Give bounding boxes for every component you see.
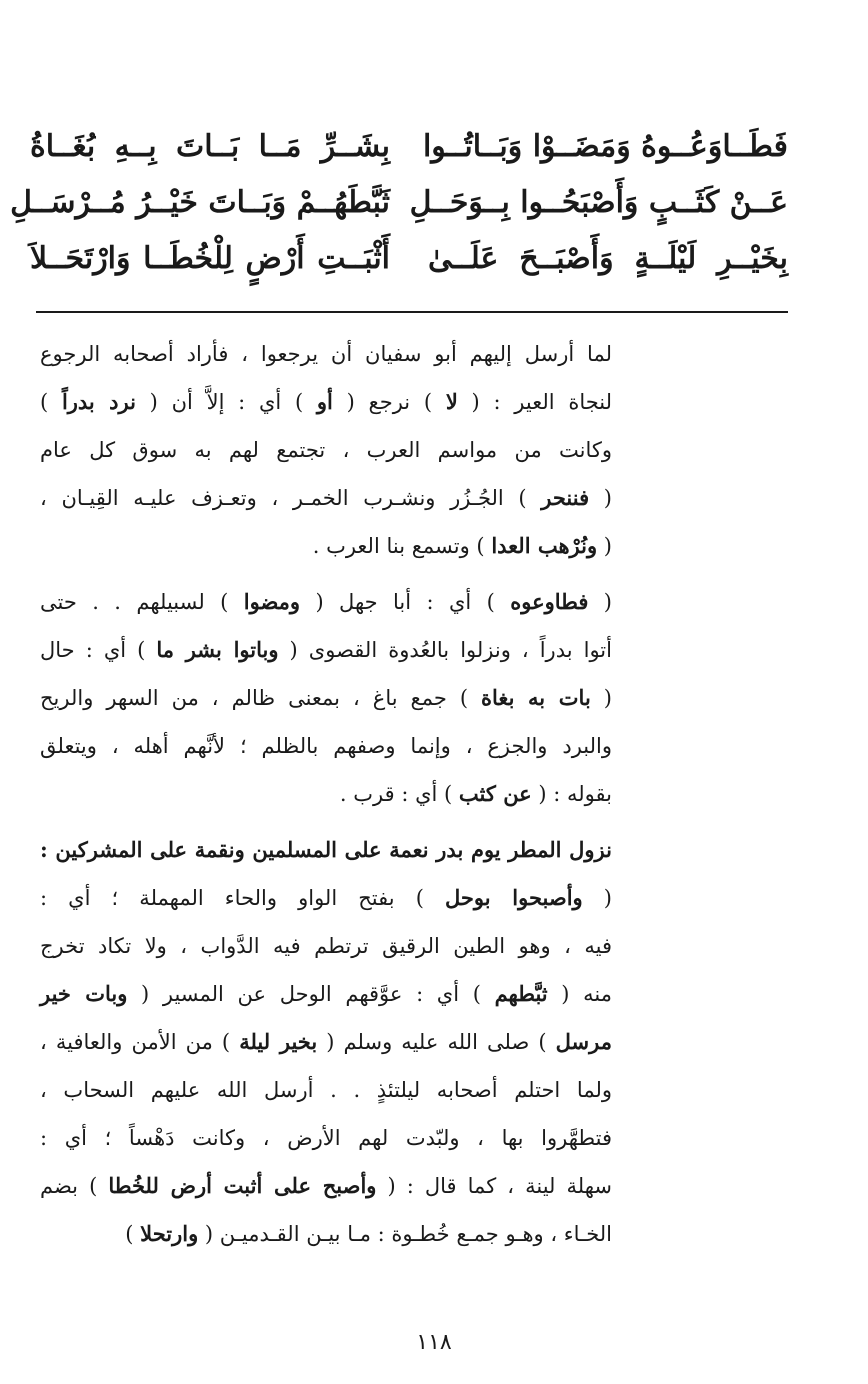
text-run: ) أي : إلاَّ أن (: [135, 390, 317, 414]
text-run: (: [590, 686, 612, 710]
commentary-text: [40, 330, 612, 1266]
commentary-paragraph: [40, 330, 612, 570]
verse-first-hemistich: عَــنْ كَثَــبٍ وَأَصْبَحُــوا بِــوَحَــلِ: [409, 184, 788, 220]
text-run: ) صلى الله عليه وسلم (: [317, 1030, 556, 1054]
text-run: (: [589, 486, 612, 510]
text-run: لنجاة العير : (: [457, 390, 613, 414]
text-line: [40, 426, 612, 474]
text-run: (: [597, 534, 612, 558]
text-run: وكانت من مواسم العرب ، تجتمع لهم به سوق كل عام: [40, 438, 612, 462]
text-run: لما أرسل إليهم أبو سفيان أن يرجعوا ، فأراد أصحابه الرجوع: [40, 342, 612, 366]
bold-text: عن كثب: [458, 781, 532, 806]
text-run: ) أي : عوَّقهم الوحل عن المسير (: [127, 982, 495, 1006]
text-run: ولما احتلم أصحابه ليلتئذٍ . . أرسل الله عليهم السحاب ،: [40, 1078, 612, 1102]
commentary-paragraph: [40, 826, 612, 1258]
text-run: بقوله : (: [531, 782, 612, 806]
text-run: ) من الأمن والعافية ،: [40, 1030, 240, 1054]
bold-text: لا: [445, 389, 458, 414]
text-run: ) أي : حال: [40, 638, 157, 662]
text-run: ) بضم: [40, 1174, 109, 1198]
text-line: [40, 1210, 612, 1258]
bold-text: بات به بغاة: [481, 685, 591, 710]
verse-second-hemistich: أَثْبَــتِ أَرْضٍ لِلْخُطَــا وَارْتَحَــلاَ: [30, 240, 390, 276]
text-run: منه (: [547, 982, 613, 1006]
text-run: سهلة لينة ، كما قال : (: [376, 1174, 613, 1198]
poem-verse: [10, 174, 788, 230]
bold-text: وارتحلا: [140, 1221, 199, 1246]
verse-first-hemistich: فَطَــاوَعُــوهُ وَمَضَــوْا وَبَــاتُــوا: [422, 128, 788, 164]
text-line: [40, 770, 612, 818]
text-line: [40, 722, 612, 770]
text-run: (: [582, 886, 612, 910]
text-line: [40, 826, 612, 874]
text-line: [40, 626, 612, 674]
text-run: أتوا بدراً ، ونزلوا بالعُدوة القصوى (: [278, 638, 612, 662]
poem-verse: [30, 118, 788, 174]
bold-text: وبات خير: [40, 981, 128, 1006]
text-run: ) بفتح الواو والحاء المهملة ؛ أي :: [40, 886, 445, 910]
page-number: ١١٨: [416, 1330, 452, 1355]
text-line: [40, 970, 612, 1018]
poem-block: [10, 118, 788, 286]
text-run: ): [125, 1222, 141, 1246]
verse-second-hemistich: ثَبَّطَهُــمْ وَبَــاتَ خَيْــرُ مُــرْسَــلِ: [10, 184, 390, 220]
text-run: ) لسبيلهم . . حتى: [40, 590, 244, 614]
text-line: [40, 1162, 612, 1210]
text-line: [40, 674, 612, 722]
text-run: ) أي : أبا جهل (: [300, 590, 511, 614]
text-run: ) وتسمع بنا العرب .: [312, 534, 492, 558]
bold-text: نرد بدراً: [61, 389, 136, 414]
text-run: الخـاء ، وهـو جمـع خُطـوة : مـا بيـن القـدميـن (: [198, 1222, 612, 1246]
text-run: ) أي : قرب .: [339, 782, 459, 806]
bold-text: وباتوا بشر ما: [156, 637, 279, 662]
text-run: ) الجُـزُر ونشـرب الخمـر ، وتعـزف عليـه القِيـان ،: [40, 486, 542, 510]
bold-text: وأصبحوا بوحل: [445, 885, 583, 910]
text-line: [40, 1018, 612, 1066]
verse-first-hemistich: بِخَيْــرِ لَيْلَــةٍ وَأَصْبَــحَ عَلَــىٰ: [428, 240, 788, 276]
bold-text: فطاوعوه: [510, 589, 589, 614]
bold-text: ونُرْهب العدا: [491, 533, 598, 558]
section-divider: [36, 311, 788, 313]
text-line: [40, 378, 612, 426]
poem-verse: [30, 230, 788, 286]
bold-text: أو: [316, 389, 333, 414]
text-line: [40, 474, 612, 522]
bold-text: بخير ليلة: [239, 1029, 318, 1054]
text-run: والبرد والجزع ، وإنما وصفهم بالظلم ؛ لأنَّهم أهله ، ويتعلق: [40, 734, 612, 758]
text-line: [40, 1066, 612, 1114]
bold-text: ثبَّطهم: [494, 981, 548, 1006]
text-run: ) نرجع (: [332, 390, 446, 414]
text-run: (: [588, 590, 612, 614]
text-run: ) جمع باغ ، بمعنى ظالم ، من السهر والريح: [40, 686, 482, 710]
text-line: [40, 922, 612, 970]
commentary-paragraph: [40, 578, 612, 818]
bold-text: ومضوا: [243, 589, 301, 614]
text-run: ): [40, 390, 62, 414]
text-line: [40, 522, 612, 570]
text-line: [40, 330, 612, 378]
verse-second-hemistich: بِشَــرِّ مَــا بَــاتَ بِــهِ بُغَــاةُ: [30, 128, 390, 164]
bold-text: نزول المطر يوم بدر نعمة على المسلمين ونقمة على المشركين :: [40, 837, 612, 862]
bold-text: مرسل: [555, 1029, 612, 1054]
bold-text: فننحر: [541, 485, 590, 510]
text-line: [40, 1114, 612, 1162]
bold-text: وأصبح على أثبت أرض للخُطا: [108, 1173, 377, 1198]
text-run: فيه ، وهو الطين الرقيق ترتطم فيه الدَّواب ، ولا تكاد تخرج: [40, 934, 612, 958]
text-run: فتطهَّروا بها ، ولبّدت لهم الأرض ، وكانت دَهْساً ؛ أي :: [40, 1126, 612, 1150]
text-line: [40, 578, 612, 626]
text-line: [40, 874, 612, 922]
